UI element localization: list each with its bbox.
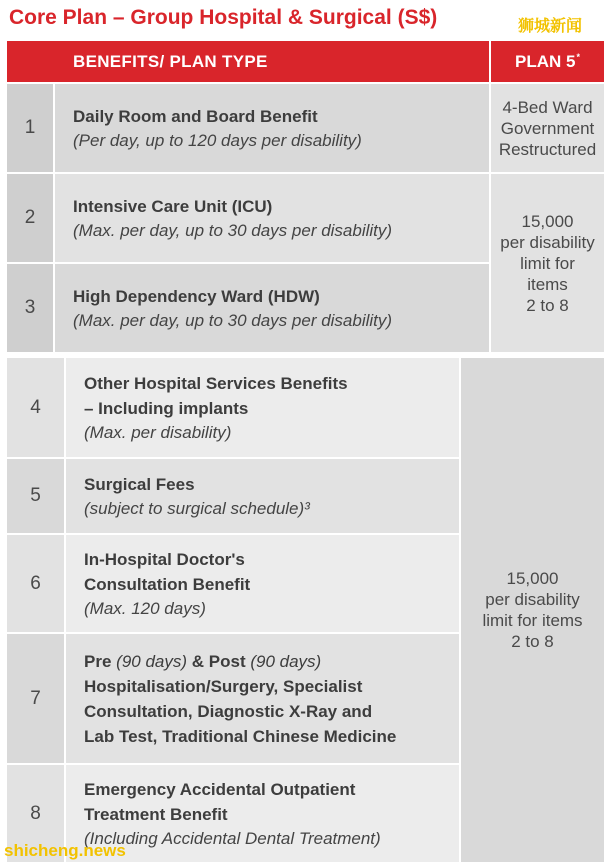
page-title: Core Plan – Group Hospital & Surgical (S$) [9, 6, 438, 29]
row-7-pre-days: (90 days) [116, 651, 188, 671]
row-4-number [7, 358, 64, 457]
watermark-bottom: shicheng.news [4, 841, 126, 860]
row-1-description [55, 84, 489, 172]
row-7-number-text: 7 [30, 687, 41, 709]
rows-4-8-plan-line: per disability [485, 590, 580, 609]
row-4-title: Other Hospital Services Benefits [84, 373, 348, 393]
row-2-note: (Max. per day, up to 30 days per disability) [73, 220, 393, 240]
row-1-note: (Per day, up to 120 days per disability) [73, 130, 362, 150]
header-benefits-label: BENEFITS/ PLAN TYPE [73, 51, 268, 71]
row-5-title: Surgical Fees [84, 474, 195, 494]
row-2-number [7, 174, 53, 262]
header-benefits [7, 41, 489, 82]
row-3-number-text: 3 [24, 297, 36, 318]
row-3-number [7, 264, 53, 352]
row-8-title: Emergency Accidental Outpatient [84, 779, 356, 799]
header-plan-sup: * [576, 51, 580, 62]
row-7-number [7, 634, 64, 763]
rows-4-8-plan-line: 15,000 [506, 569, 559, 588]
row-7-title-2: Hospitalisation/Surgery, Specialist [84, 676, 363, 696]
row-7-title [84, 649, 321, 674]
row-4-note: (Max. per disability) [84, 422, 232, 442]
row-7-post: & Post [191, 651, 246, 671]
row-3-description [55, 264, 489, 352]
row-1-number [7, 84, 53, 172]
row-2-title: Intensive Care Unit (ICU) [73, 196, 273, 216]
row-7-description [66, 634, 459, 763]
row-1-title: Daily Room and Board Benefit [73, 106, 318, 126]
row-5-description [66, 459, 459, 533]
row-7-pre: Pre [84, 651, 112, 671]
rows-2-3-plan-line: limit for [520, 253, 575, 273]
row-1-plan-line: Restructured [498, 139, 597, 159]
row-8-note: (Including Accidental Dental Treatment) [84, 828, 381, 848]
row-5-note: (subject to surgical schedule)³ [84, 498, 310, 518]
header-plan-label: PLAN 5 [515, 51, 576, 71]
row-5-number-text: 5 [30, 485, 41, 506]
row-1-plan-line: Government [500, 118, 595, 138]
rows-4-8-plan-line: 2 to 8 [511, 632, 554, 651]
rows-2-3-plan-line: 15,000 [521, 211, 574, 231]
row-6-description [66, 535, 459, 632]
row-8-number-text: 8 [30, 802, 41, 824]
rows-2-3-plan-line: per disability [500, 232, 595, 252]
row-8-title-2: Treatment Benefit [84, 804, 228, 824]
rows-2-3-plan-line: 2 to 8 [526, 295, 569, 315]
row-1-plan-line: 4-Bed Ward [502, 97, 593, 117]
row-6-note: (Max. 120 days) [84, 598, 206, 618]
header-plan [491, 41, 604, 82]
row-5-number [7, 459, 64, 533]
row-6-title-2: Consultation Benefit [84, 574, 251, 594]
watermark-top: 狮城新闻 [518, 18, 583, 35]
row-7-title-4: Lab Test, Traditional Chinese Medicine [84, 726, 397, 746]
row-1-number-text: 1 [24, 117, 36, 138]
rows-2-3-plan-line: items [527, 274, 568, 294]
row-4-title-2: – Including implants [84, 398, 249, 418]
row-2-description [55, 174, 489, 262]
row-3-title: High Dependency Ward (HDW) [73, 286, 320, 306]
row-6-title: In-Hospital Doctor's [84, 549, 245, 569]
row-3-note: (Max. per day, up to 30 days per disability) [73, 310, 393, 330]
rows-4-8-plan-value [461, 358, 604, 862]
row-7-title-3: Consultation, Diagnostic X-Ray and [84, 701, 373, 721]
rows-4-8-plan-line: limit for items [482, 611, 583, 630]
row-6-number [7, 535, 64, 632]
row-7-post-days: (90 days) [250, 651, 322, 671]
row-2-number-text: 2 [24, 207, 36, 228]
row-6-number-text: 6 [30, 572, 41, 594]
rows-2-3-plan-value [491, 174, 604, 352]
row-4-description [66, 358, 459, 457]
row-4-number-text: 4 [30, 396, 41, 418]
row-1-plan-value [491, 84, 604, 172]
